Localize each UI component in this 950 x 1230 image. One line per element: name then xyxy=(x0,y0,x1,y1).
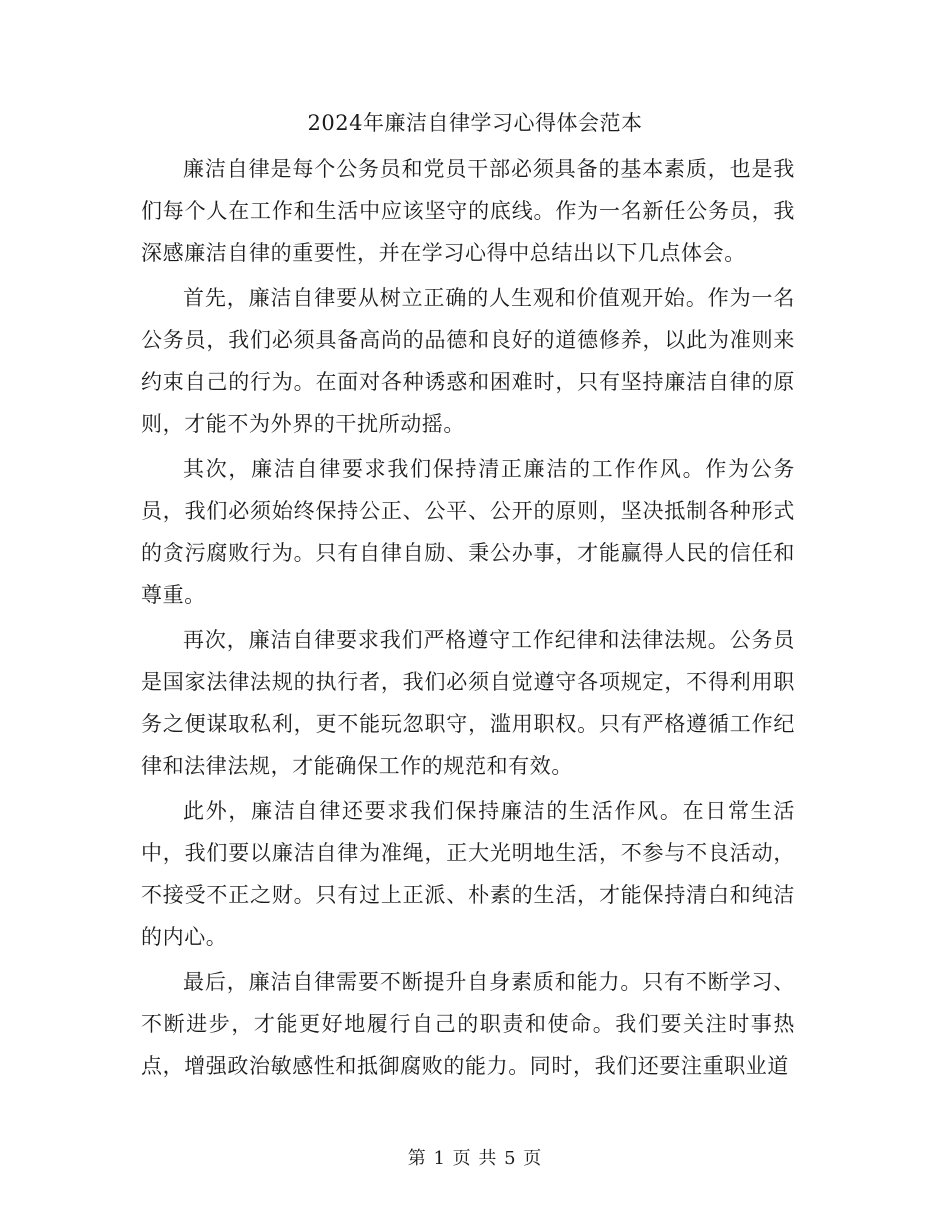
paragraph-6: 最后，廉洁自律需要不断提升自身素质和能力。只有不断学习、不断进步，才能更好地履行自己的职责和使命。我们要关注时事热点，增强政治敏感性和抵御腐败的能力。同时，我们还要注重职业道 xyxy=(141,970,795,1078)
paragraph-1: 廉洁自律是每个公务员和党员干部必须具备的基本素质，也是我们每个人在工作和生活中应该坚守的底线。作为一名新任公务员，我深感廉洁自律的重要性，并在学习心得中总结出以下几点体会。 xyxy=(141,157,795,265)
paragraph-4: 再次，廉洁自律要求我们严格遵守工作纪律和法律法规。公务员是国家法律法规的执行者，我们必须自觉遵守各项规定，不得利用职务之便谋取私利，更不能玩忽职守，滥用职权。只有严格遵循工作纪律和法律法规，才能确保工作的规范和有效。 xyxy=(141,628,795,778)
document-body xyxy=(141,148,795,1090)
document-title: 2024年廉洁自律学习心得体会范本 xyxy=(307,111,643,135)
page-number-footer: 第 1 页 共 5 页 xyxy=(407,1148,543,1169)
paragraph-3: 其次，廉洁自律要求我们保持清正廉洁的工作作风。作为公务员，我们必须始终保持公正、公平、公开的原则，坚决抵制各种形式的贪污腐败行为。只有自律自励、秉公办事，才能赢得人民的信任和尊重。 xyxy=(141,457,795,607)
paragraph-5: 此外，廉洁自律还要求我们保持廉洁的生活作风。在日常生活中，我们要以廉洁自律为准绳，正大光明地生活，不参与不良活动，不接受不正之财。只有过上正派、朴素的生活，才能保持清白和纯洁的内心。 xyxy=(141,799,795,949)
paragraph-2: 首先，廉洁自律要从树立正确的人生观和价值观开始。作为一名公务员，我们必须具备高尚的品德和良好的道德修养，以此为准则来约束自己的行为。在面对各种诱惑和困难时，只有坚持廉洁自律的原则，才能不为外界的干扰所动摇。 xyxy=(141,286,795,436)
